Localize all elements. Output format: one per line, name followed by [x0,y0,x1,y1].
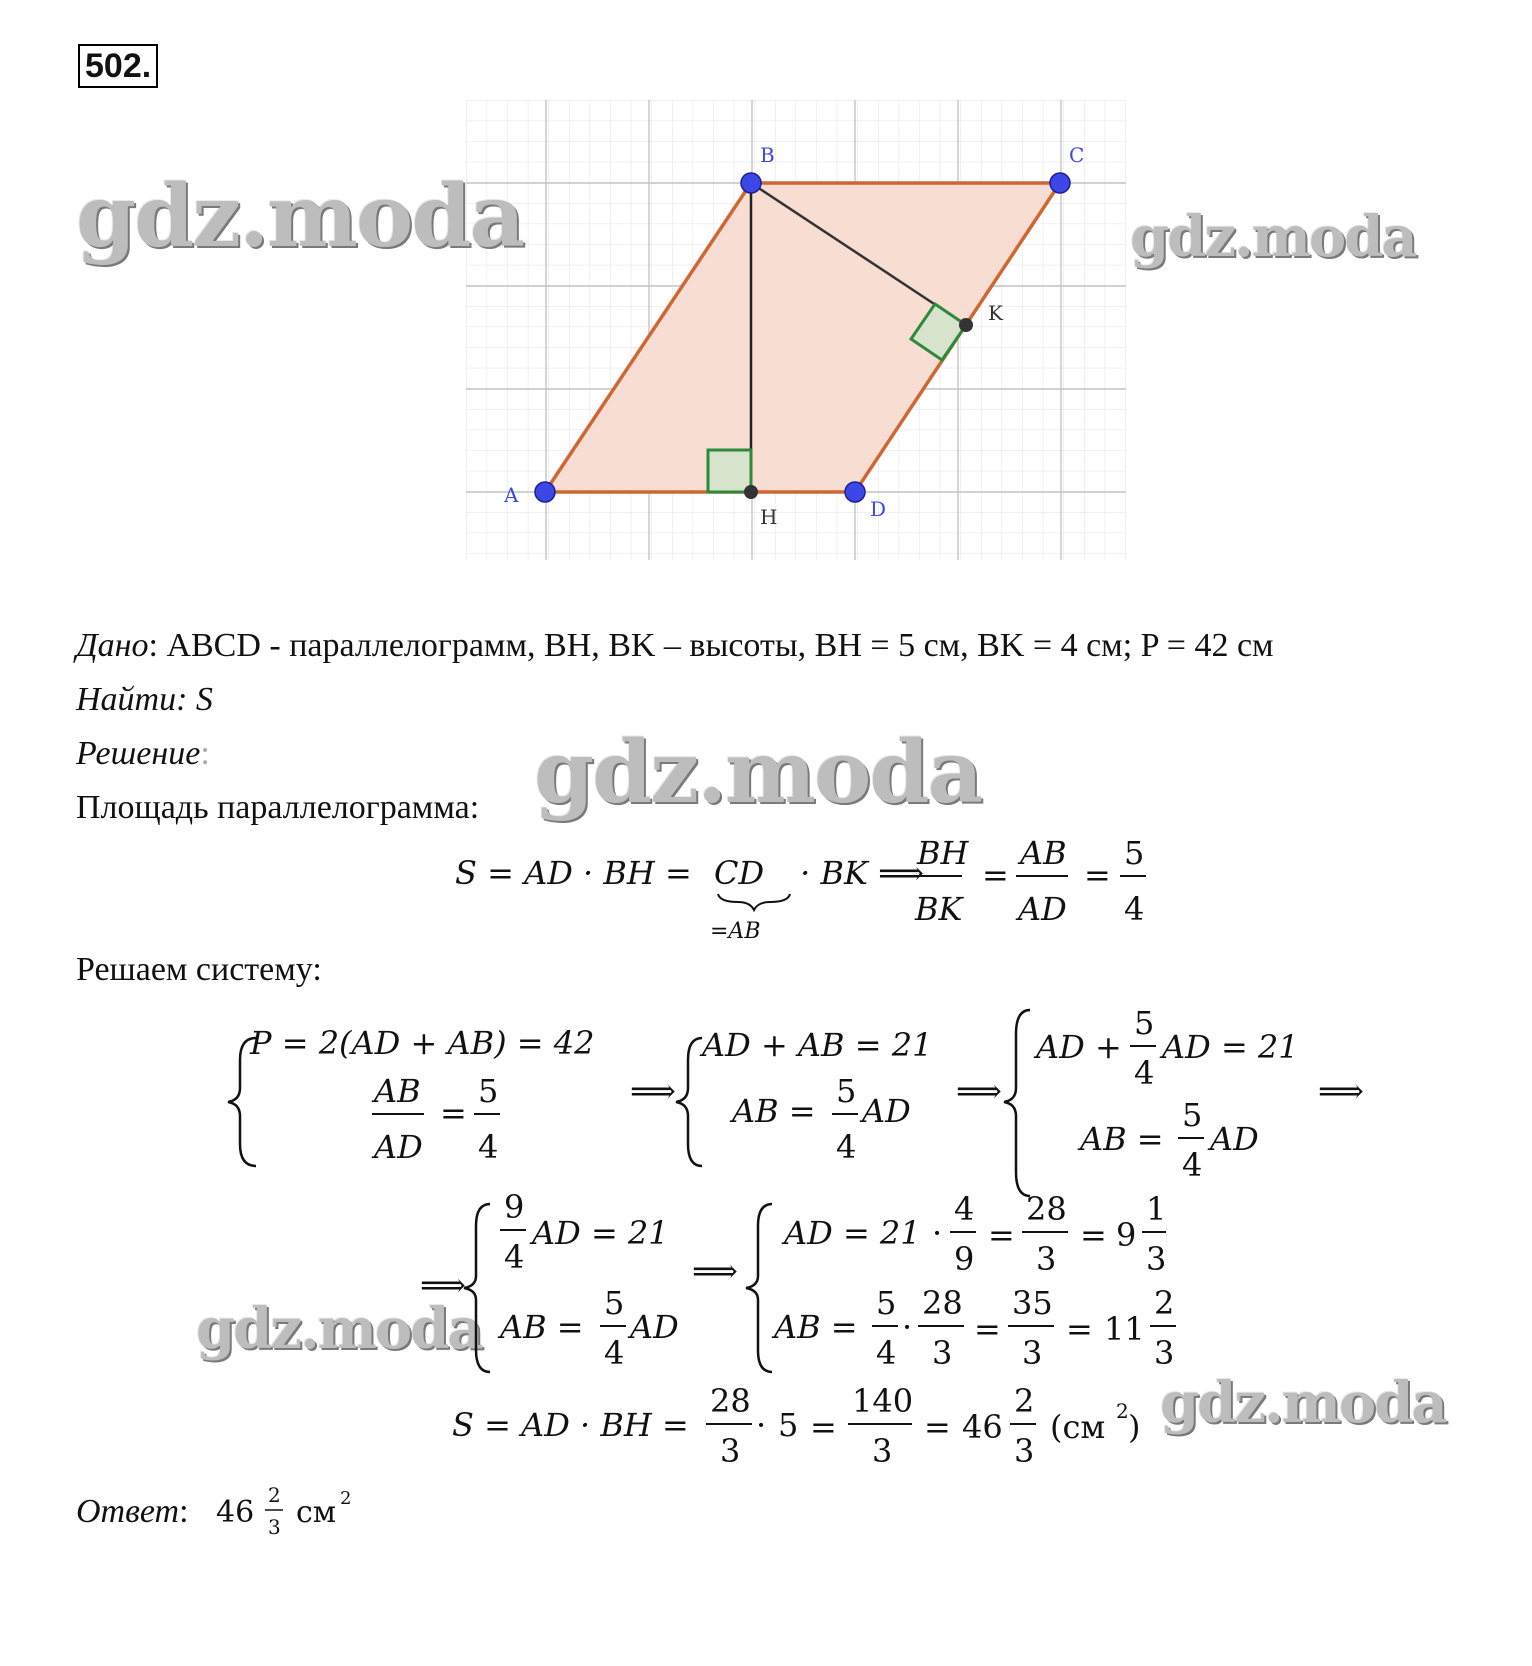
sys2-ad: AD [862,1092,911,1130]
sys4-b1: AB = [500,1308,594,1346]
sys5-b-4: 4 [876,1334,897,1372]
solution-label: Решение [76,735,201,772]
sys3-b2: AD [1210,1120,1259,1158]
final-3: 3 [720,1432,741,1470]
eq1-left: S = AD · BH = [455,854,702,892]
given-label: Дано [76,627,149,664]
sys5-b-dot: · [902,1308,913,1346]
eq-sign-1: = [982,856,1009,894]
sys2-a: AD + AB = 21 [702,1026,933,1064]
sys5-b-28: 28 [922,1284,963,1322]
sys4-b-ad: AD [630,1308,679,1346]
sys5-a-3: 3 [1036,1240,1057,1278]
sys5-b-eq2: = [1066,1310,1093,1348]
sys5-a-28: 28 [1026,1190,1067,1228]
point-h [744,485,758,499]
answer-sup: 2 [340,1488,352,1509]
arrow-4: ⟹ [420,1266,466,1304]
final-3c: 3 [1014,1432,1035,1470]
sys4-a-text: AD = 21 [532,1214,669,1252]
sys4-b-4: 4 [604,1334,625,1372]
final-2: 2 [1014,1382,1035,1420]
eq1-cd: CD [714,854,765,892]
answer-label: Ответ [76,1493,180,1530]
sys3-a2: AD = 21 [1162,1028,1299,1066]
final-dot: · [756,1406,767,1444]
brace-5 [746,1204,772,1372]
find-text: : S [176,681,213,718]
problem-number: 502. [78,44,158,88]
sys4-b-5: 5 [604,1284,625,1322]
eq1-cd-under: =AB [710,919,761,944]
frac-bh: BH [917,834,969,872]
final-sup: 2 [1116,1399,1129,1423]
sys5-a-4: 4 [954,1190,975,1228]
label-a: A [504,483,519,507]
sys5-b1: AB = [774,1308,868,1346]
sys5-b-eq1: = [974,1310,1001,1348]
eq1-right: · BK ⟹ [790,854,924,892]
system-sentence: Решаем систему: [76,951,322,988]
underbrace [718,894,790,910]
final-eq1: = [810,1408,837,1446]
label-b: B [760,143,775,167]
sys4-a-9: 9 [504,1188,525,1226]
brace-2 [676,1038,702,1166]
sys1-eq: = [440,1094,467,1132]
arrow-2: ⟹ [956,1072,1002,1110]
answer-line [76,1492,189,1532]
sys5-a-eq1: = [988,1216,1015,1254]
right-angle-h [708,450,751,492]
final-left: S = AD · BH = [452,1406,699,1444]
find-line [76,680,213,720]
answer-unit: см [296,1495,337,1530]
sys5-a-3b: 3 [1146,1240,1167,1278]
watermark-1: gdz.moda [76,166,524,267]
sys3-b1: AB = [1080,1120,1174,1158]
sys5-a: AD = 21 [784,1214,921,1252]
watermark-4: gdz.moda [196,1296,482,1362]
frac-5: 5 [1124,834,1145,872]
answer-value [210,1478,390,1558]
sys3-a-4: 4 [1134,1054,1155,1092]
final-46: 46 [962,1408,1003,1446]
frac-ad: AD [1018,890,1067,928]
sys3-a1: AD + [1036,1028,1132,1066]
sys3-b-4: 4 [1182,1146,1203,1184]
label-d: D [870,497,887,521]
sys3-b-5: 5 [1182,1096,1203,1134]
sys5-a-whole: 9 [1116,1216,1137,1254]
given-line [76,626,1274,666]
sys5-a-eq2: = [1080,1216,1107,1254]
label-c: C [1069,143,1085,167]
sys2-b: AB = [732,1092,826,1130]
arrow-5: ⟹ [692,1252,738,1290]
final-eq2: = [924,1408,951,1446]
parallelogram-figure [466,100,1126,560]
sys4-a-4: 4 [504,1238,525,1276]
point-d [845,482,865,502]
final-3b: 3 [872,1432,893,1470]
sys1-ab: AB [374,1072,421,1110]
given-text: : ABCD - параллелограмм, BH, BK – высоты, BH = 5 см, BK = 4 см; P = 42 см [148,627,1274,664]
final-28: 28 [710,1382,751,1420]
solution-colon: : [200,735,210,772]
sys1-a: P = 2(AD + AB) = 42 [250,1024,595,1062]
sys2-4: 4 [836,1128,857,1166]
sys5-a-dot: · [932,1214,943,1252]
label-k: K [988,301,1003,325]
label-h: H [760,505,778,529]
sys2-5: 5 [836,1072,857,1110]
answer-den: 3 [268,1515,281,1539]
sys5-a-9: 9 [954,1240,975,1278]
point-b [741,173,761,193]
sys5-a-1: 1 [1146,1190,1167,1228]
sys1-5: 5 [478,1072,499,1110]
answer-colon: : [179,1493,189,1530]
point-a [535,482,555,502]
sys5-b-3c: 3 [1154,1334,1175,1372]
eq-sign-2: = [1084,856,1111,894]
watermark-2: gdz.moda [1130,204,1416,270]
brace-3 [1004,1010,1030,1196]
answer-whole: 46 [216,1495,255,1530]
watermark-5: gdz.moda [1160,1370,1446,1436]
sys1-ad: AD [374,1128,423,1166]
arrow-1: ⟹ [630,1072,676,1110]
final-unit: (см [1050,1408,1106,1446]
point-c [1050,173,1070,193]
brace-4 [464,1204,490,1372]
sys5-b-5: 5 [876,1284,897,1322]
watermark-3: gdz.moda [534,722,982,823]
sys5-b-whole: 11 [1104,1310,1145,1348]
sys1-4: 4 [478,1128,499,1166]
frac-ab: AB [1020,834,1067,872]
final-close: ) [1128,1408,1141,1446]
frac-bk: BK [915,890,963,928]
sys5-b-2: 2 [1154,1284,1175,1322]
answer-num: 2 [268,1483,281,1507]
sys5-b-3b: 3 [1022,1334,1043,1372]
find-label: Найти [76,681,177,718]
final-140: 140 [852,1382,914,1420]
sys3-a-5: 5 [1134,1004,1155,1042]
sys5-b-3: 3 [932,1334,953,1372]
arrow-3: ⟹ [1318,1072,1364,1110]
sys5-b-35: 35 [1012,1284,1053,1322]
solution-line [76,734,210,774]
final-5: 5 [778,1406,799,1444]
frac-4: 4 [1124,890,1145,928]
point-k [959,318,973,332]
area-sentence: Площадь параллелограмма: [76,789,480,826]
